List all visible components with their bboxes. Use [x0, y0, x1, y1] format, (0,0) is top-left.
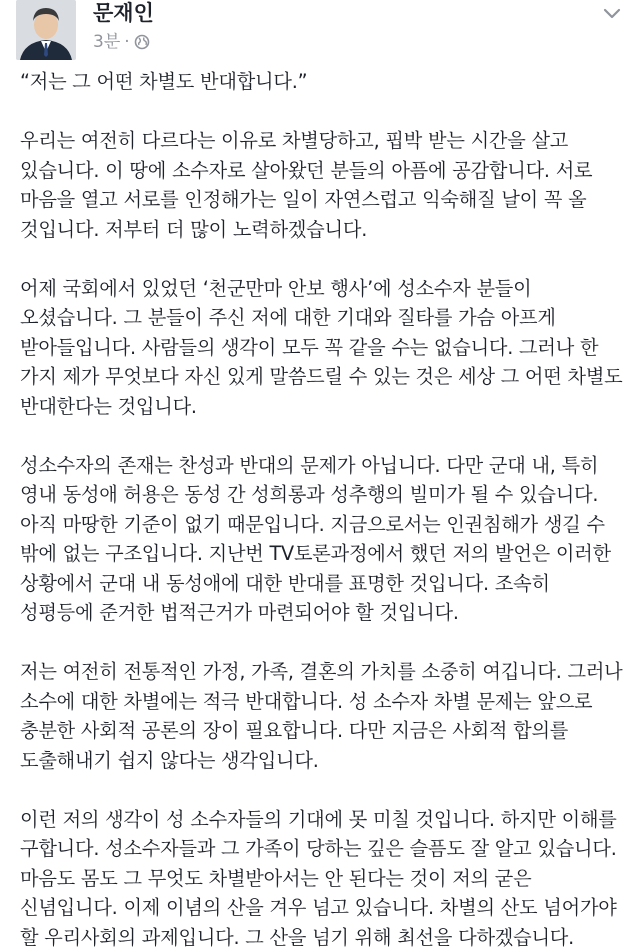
post-quote: “저는 그 어떤 차별도 반대합니다.” [20, 67, 624, 97]
chevron-down-icon[interactable] [600, 2, 624, 26]
post-paragraph: 저는 여전히 전통적인 가정, 가족, 결혼의 가치를 소중히 여깁니다. 그러나 소수에 대한 차별에는 적극 반대합니다. 성 소수자 차별 문제는 앞으로 충분한 사회적 공론의 장이 필요합니다. 다만 지금은 사회적 합의를 도출해내기 쉽지 않다는 생각입니다. [20, 657, 624, 775]
post-time[interactable]: 3분 [93, 31, 120, 53]
avatar[interactable] [16, 0, 76, 60]
post-paragraph: 이런 저의 생각이 성 소수자들의 기대에 못 미칠 것입니다. 하지만 이해를 구합니다. 성소수자들과 그 가족이 당하는 깊은 슬픔도 잘 알고 있습니다. 마음도 몸도 그 무엇도 차별받아서는 안 된다는 것이 저의 굳은 신념입니다. 이제 이념의 산을 겨우 넘고 있습니다. 차별의 산도 넘어가야 할 우리사회의 과제입니다. 그 산을 넘기 위해 최선을 다하겠습니다. [20, 805, 624, 952]
avatar-image [16, 0, 76, 60]
post-paragraph: 우리는 여전히 다르다는 이유로 차별당하고, 핍박 받는 시간을 살고 있습니다. 이 땅에 소수자로 살아왔던 분들의 아픔에 공감합니다. 서로 마음을 열고 서로를 인정해가는 일이 자연스럽고 익숙해질 날이 꼭 올 것입니다. 저부터 더 많이 노력하겠습니다. [20, 126, 624, 244]
post-paragraph: 어제 국회에서 있었던 ‘천군만마 안보 행사’에 성소수자 분들이 오셨습니다. 그 분들이 주신 저에 대한 기대와 질타를 가슴 아프게 받아들입니다. 사람들의 생각이 모두 꼭 같을 수는 없습니다. 그러나 한 가지 제가 무엇보다 자신 있게 말씀드릴 수 있는 것은 세상 그 어떤 차별도 반대한다는 것입니다. [20, 274, 624, 422]
post-header [0, 0, 640, 66]
globe-icon [134, 34, 150, 50]
meta-separator: · [124, 31, 129, 53]
post-body [20, 67, 624, 952]
post-meta [93, 31, 150, 53]
author-name[interactable]: 문재인 [93, 0, 154, 26]
post-paragraph: 성소수자의 존재는 찬성과 반대의 문제가 아닙니다. 다만 군대 내, 특히 영내 동성애 허용은 동성 간 성희롱과 성추행의 빌미가 될 수 있습니다. 아직 마땅한 기준이 없기 때문입니다. 지금으로서는 인권침해가 생길 수 밖에 없는 구조입니다. 지난번 TV토론과정에서 했던 저의 발언은 이러한 상황에서 군대 내 동성애에 대한 반대를 표명한 것입니다. 조속히 성평등에 준거한 법적근거가 마련되어야 할 것입니다. [20, 451, 624, 628]
